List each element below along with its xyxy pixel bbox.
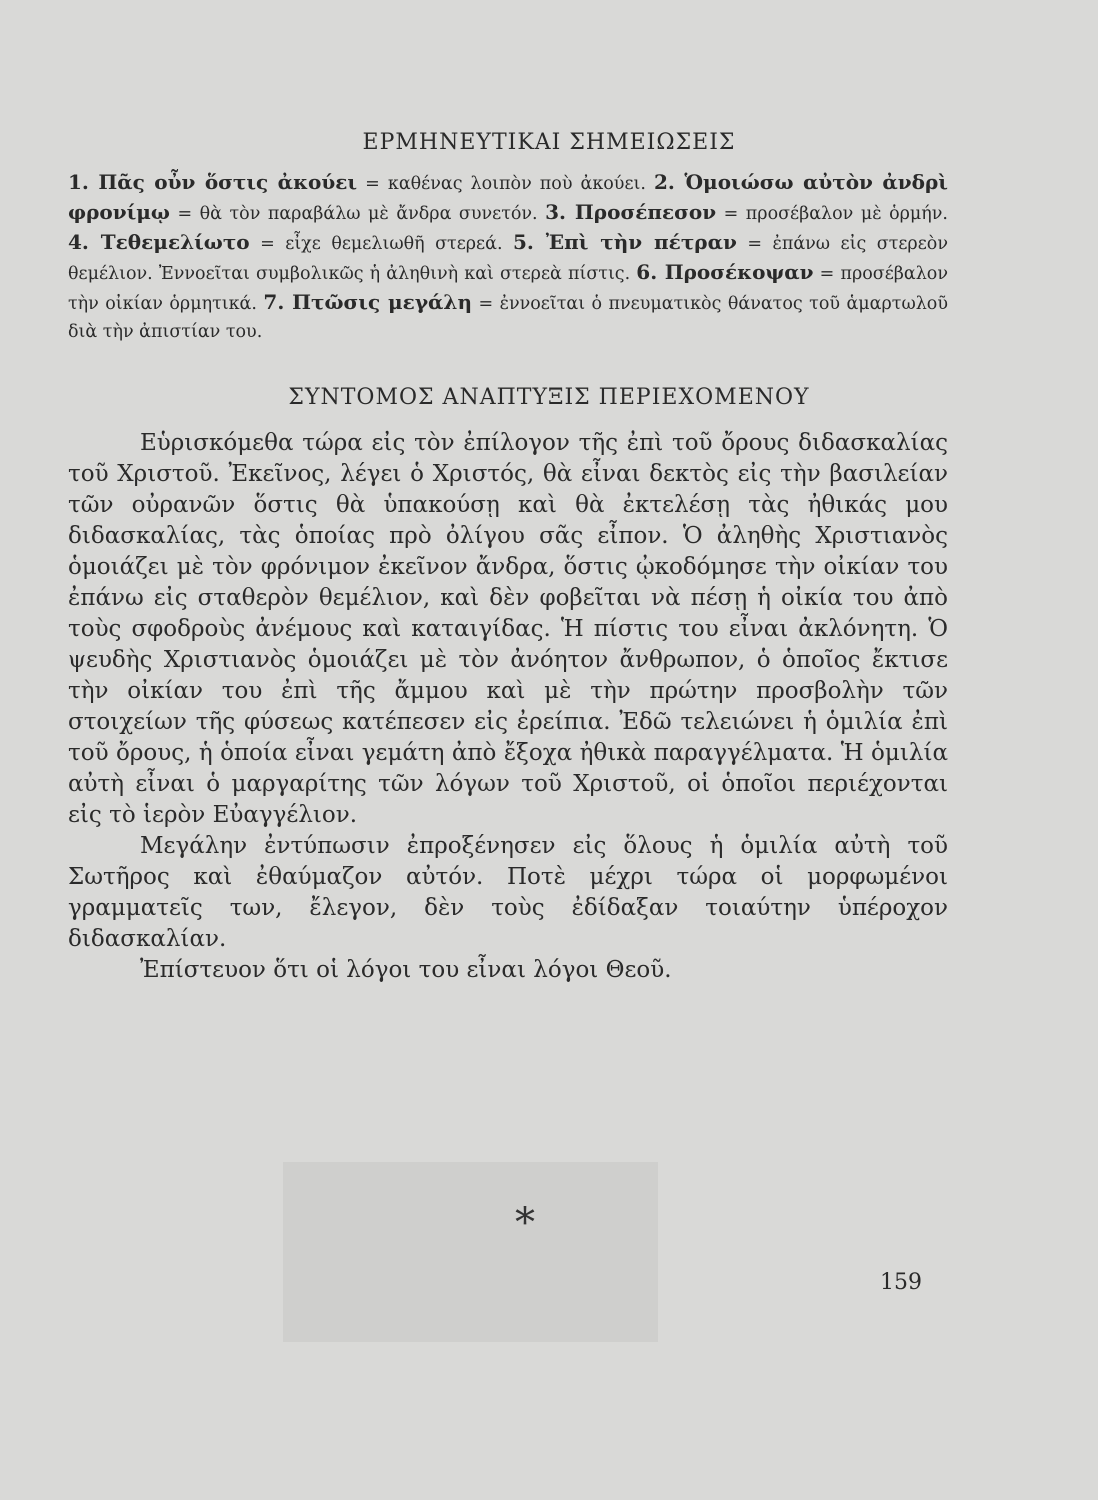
note-item: 7. Πτῶσις μεγάλη = ἐννοεῖται ὁ πνευματικὸς θάνατος τοῦ ἁμαρτωλοῦ διὰ τὴν ἀπιστίαν του. <box>68 290 948 342</box>
notes-paragraph <box>68 168 948 346</box>
summary-paragraph: Μεγάλην ἐντύπωσιν ἐπροξένησεν εἰς ὅλους ἡ ὁμιλία αὐτὴ τοῦ Σωτῆρος καὶ ἐθαύμαζον αὐτόν. Ποτὲ μέχρι τώρα οἱ μορφωμένοι γραμματεῖς των, ἔλεγον, δὲν τοὺς ἐδίδαξαν τοιαύτην ὑπέροχον διδασκαλίαν. <box>68 833 948 952</box>
note-item: 4. Τεθεμελίωτο = εἶχε θεμελιωθῆ στερεά. <box>68 230 503 254</box>
asterisk-ornament: * <box>515 1200 535 1246</box>
note-item: 6. Προσέκοψαν = προσέβαλον τὴν οἰκίαν ὁρμητικά. <box>68 260 948 314</box>
summary-paragraph: Ἐπίστευον ὅτι οἱ λόγοι του εἶναι λόγοι Θεοῦ. <box>140 957 672 983</box>
note-item: 2. Ὁμοιώσω αὐτὸν ἀνδρὶ φρονίμῳ = θὰ τὸν παραβάλω μὲ ἄνδρα συνετόν. <box>68 170 948 224</box>
summary-body <box>68 428 948 986</box>
note-item: 3. Προσέπεσον = προσέβαλον μὲ ὁρμήν. <box>545 200 948 224</box>
summary-paragraph: Εὑρισκόμεθα τώρα εἰς τὸν ἐπίλογον τῆς ἐπὶ τοῦ ὄρους διδασκαλίας τοῦ Χριστοῦ. Ἐκεῖνος, λέγει ὁ Χριστός, θὰ εἶναι δεκτὸς εἰς τὴν βασιλείαν τῶν οὐρανῶν ὅστις θὰ ὑπακούσῃ καὶ θὰ ἐκτελέσῃ τὰς ἠθικάς μου διδασκαλίας, τὰς ὁποίας πρὸ ὀλίγου σᾶς εἶπον. Ὁ ἀληθὴς Χριστιανὸς ὁμοιάζει μὲ τὸν φρόνιμον ἐκεῖνον ἄνδρα, ὅστις ᾠκοδόμησε τὴν οἰκίαν του ἐπάνω εἰς σταθερὸν θεμέλιον, καὶ δὲν φοβεῖται νὰ πέσῃ ἡ οἰκία του ἀπὸ τοὺς σφοδροὺς ἀνέμους καὶ καταιγίδας. Ἡ πίστις του εἶναι ἀκλόνητη. Ὁ ψευδὴς Χριστιανὸς ὁμοιάζει μὲ τὸν ἀνόητον ἄνθρωπον, ὁ ὁποῖος ἔκτισε τὴν οἰκίαν του ἐπὶ τῆς ἄμμου καὶ μὲ τὴν πρώτην προσβολὴν τῶν στοιχείων τῆς φύσεως κατέπεσεν εἰς ἐρείπια. Ἐδῶ τελειώνει ἡ ὁμιλία ἐπὶ τοῦ ὄρους, ἡ ὁποία εἶναι γεμάτη ἀπὸ ἔξοχα ἠθικὰ παραγγέλματα. Ἡ ὁμιλία αὐτὴ εἶναι ὁ μαργαρίτης τῶν λόγων τοῦ Χριστοῦ, οἱ ὁποῖοι περιέχονται εἰς τὸ ἱερὸν Εὐαγγέλιον. <box>68 430 948 828</box>
notes-heading: ΕΡΜΗΝΕΥΤΙΚΑΙ ΣΗΜΕΙΩΣΕΙΣ <box>362 130 736 155</box>
note-item: 1. Πᾶς οὖν ὅστις ἀκούει = καθένας λοιπὸν ποὺ ἀκούει. <box>68 170 646 194</box>
note-item: 5. Ἐπὶ τὴν πέτραν = ἐπάνω εἰς στερεὸν θεμέλιον. Ἐννοεῖται συμβολικῶς ἡ ἀληθινὴ καὶ στερεὰ πίστις. <box>68 230 948 284</box>
summary-heading: ΣΥΝΤΟΜΟΣ ΑΝΑΠΤΥΞΙΣ ΠΕΡΙΕΧΟΜΕΝΟΥ <box>288 385 810 410</box>
paper-shadow <box>283 1162 658 1342</box>
page-number: 159 <box>880 1270 922 1295</box>
